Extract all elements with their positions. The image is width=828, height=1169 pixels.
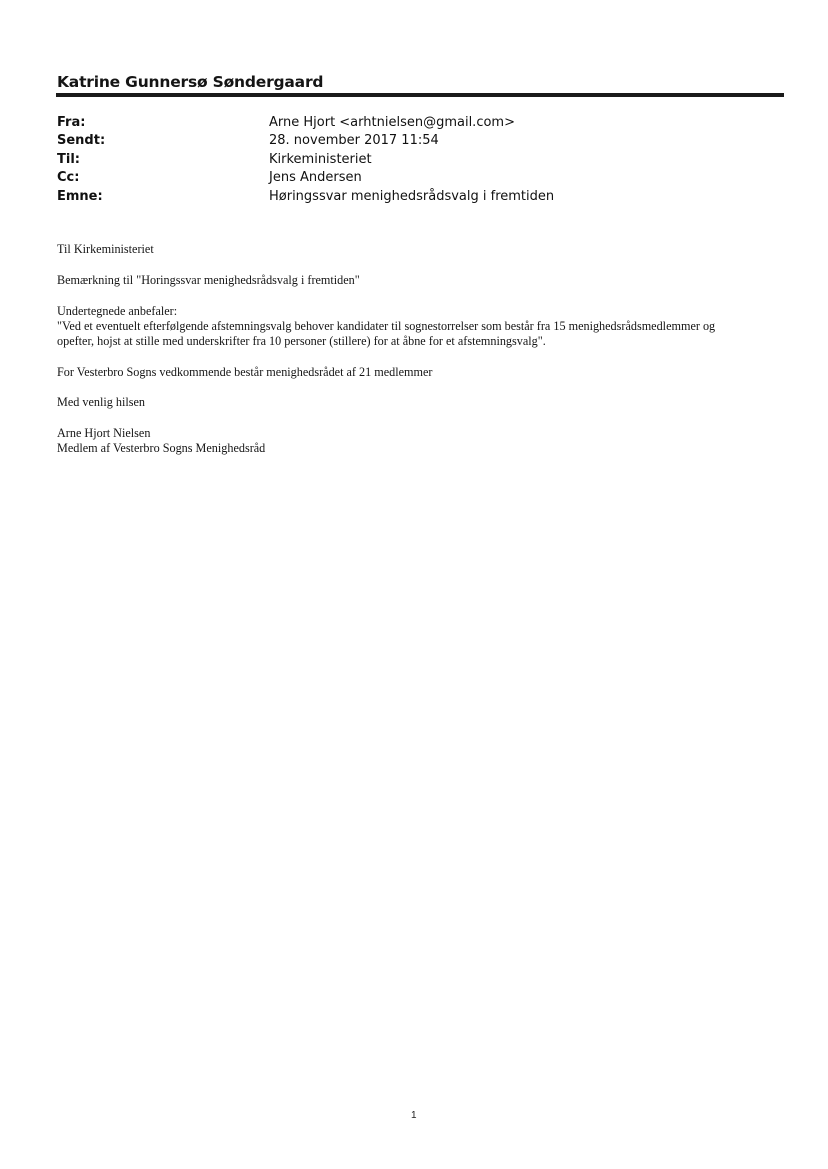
owner-rule (56, 93, 784, 97)
subject-label: Emne: (57, 188, 103, 204)
body-quote-line-1: "Ved et eventuelt efterfølgende afstemningsvalg behover kandidater til sognestorrelser som består fra 15 menighedsrådsmedlemmer og (57, 319, 716, 333)
from-value: Arne Hjort <arhtnielsen@gmail.com> (269, 115, 515, 130)
body-council-note: For Vesterbro Sogns vedkommende består menighedsrådet af 21 medlemmer (57, 365, 433, 379)
body-remark: Bemærkning til "Horingssvar menighedsrådsvalg i fremtiden" (57, 273, 360, 287)
signature-name: Arne Hjort Nielsen (57, 426, 151, 440)
owner-name: Katrine Gunnersø Søndergaard (57, 73, 324, 91)
to-label: Til: (57, 151, 80, 167)
body-quote-line-2: opefter, hojst at stille med underskrifter fra 10 personer (stillere) for at åbne for et afstemningsvalg". (57, 334, 546, 348)
signature-title: Medlem af Vesterbro Sogns Menighedsråd (57, 441, 266, 455)
body-closing: Med venlig hilsen (57, 395, 146, 409)
from-label: Fra: (57, 115, 86, 130)
sent-label: Sendt: (57, 133, 106, 149)
page-number: 1 (411, 1110, 417, 1121)
body-recommend-intro: Undertegnede anbefaler: (57, 304, 178, 318)
sent-value: 28. november 2017 11:54 (269, 133, 439, 149)
cc-value: Jens Andersen (269, 170, 362, 186)
body-greeting: Til Kirkeministeriet (57, 242, 154, 256)
to-value: Kirkeministeriet (269, 151, 372, 167)
subject-value: Høringssvar menighedsrådsvalg i fremtiden (269, 188, 555, 204)
cc-label: Cc: (57, 170, 80, 186)
